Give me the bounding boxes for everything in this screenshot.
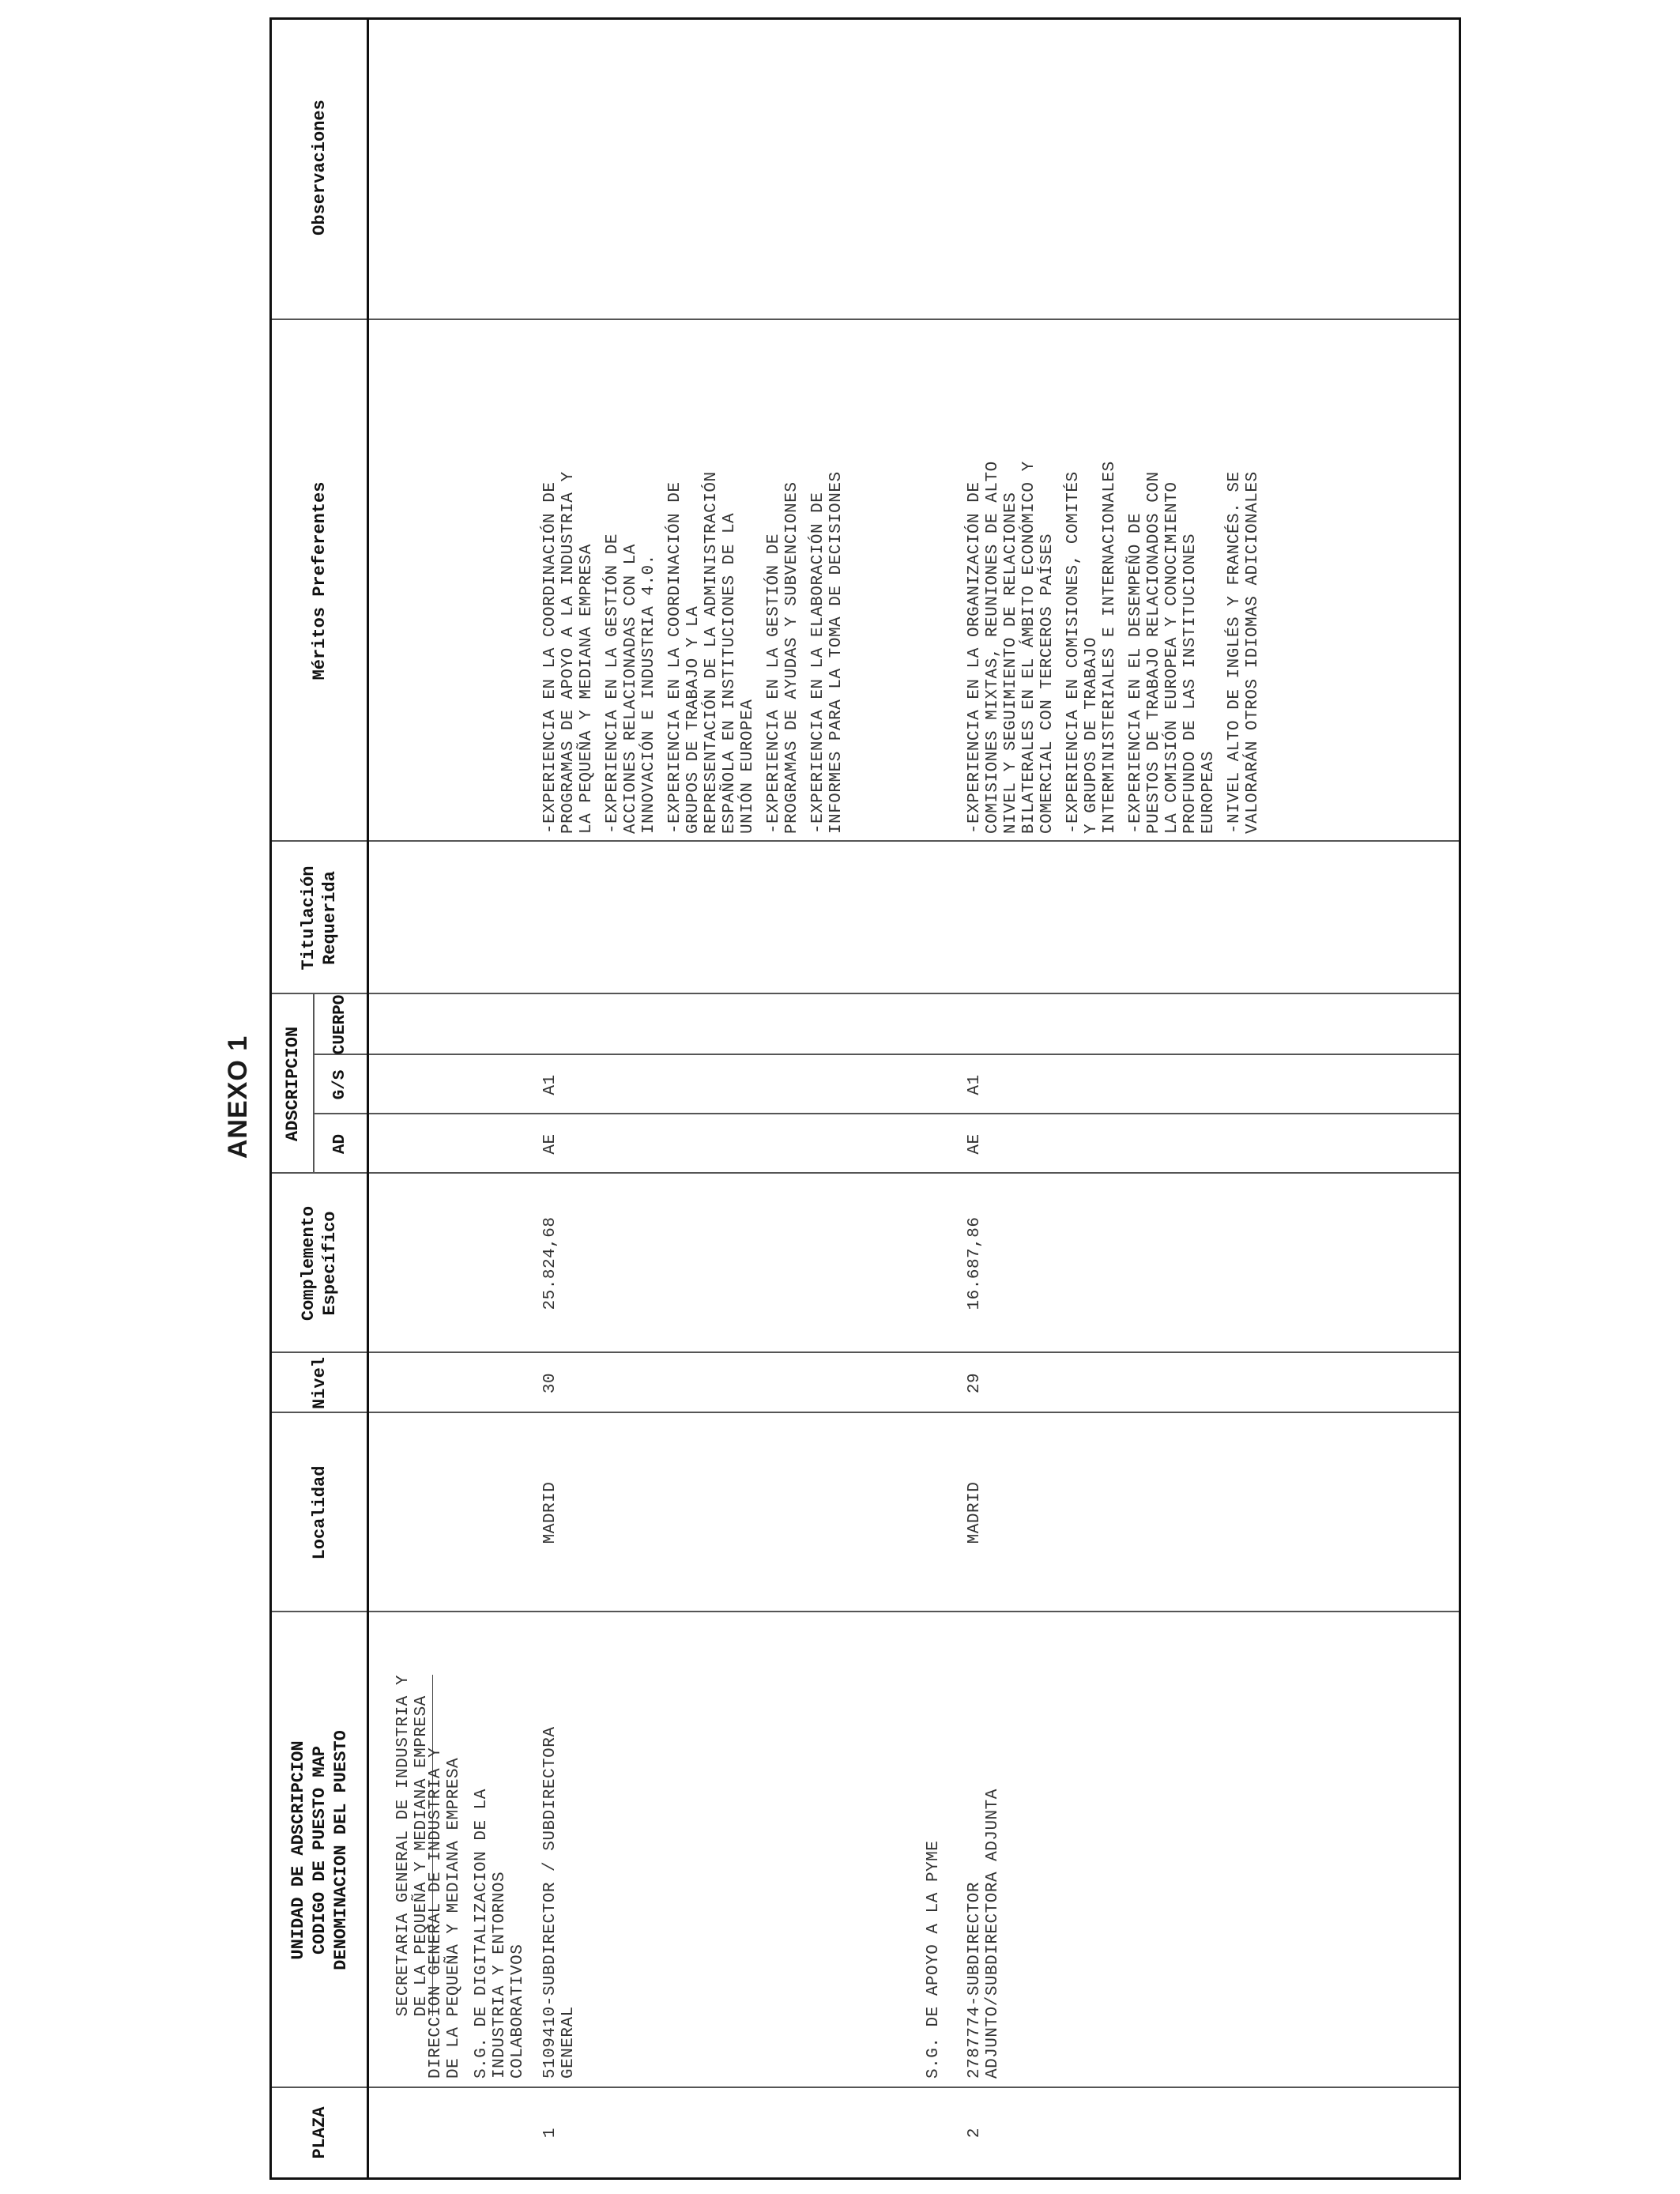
merit-line: -EXPERIENCIA EN LA GESTIÓN DE (604, 533, 622, 834)
header-localidad: Localidad (309, 1465, 330, 1560)
merit-line: PROGRAMAS DE AYUDAS Y SUBVENCIONES (783, 481, 801, 834)
merit-line: -NIVEL ALTO DE INGLÉS Y FRANCÉS. SE (1226, 471, 1244, 834)
merit-line: COMISIONES MIXTAS, REUNIONES DE ALTO (984, 461, 1002, 834)
merit-line: -EXPERIENCIA EN LA ORGANIZACIÓN DE (966, 481, 984, 834)
merit-line: -EXPERIENCIA EN LA COORDINACIÓN DE (666, 481, 684, 834)
unit-line: DE LA PEQUEÑA Y MEDIANA EMPRESA (412, 1695, 431, 2017)
merit-line: VALORARÁN OTROS IDIOMAS ADICIONALES (1244, 471, 1262, 834)
row1-ad: AE (541, 1133, 559, 1155)
merit-line: -EXPERIENCIA EN LA GESTIÓN DE (765, 533, 783, 834)
header-meritos: Méritos Preferentes (309, 481, 330, 680)
unit-line: DE LA PEQUEÑA Y MEDIANA EMPRESA (445, 1757, 463, 2079)
row1-complemento: 25.824,68 (541, 1216, 559, 1310)
row2-localidad: MADRID (966, 1481, 984, 1544)
header-complemento-line: Complemento (299, 1205, 318, 1321)
header-titulacion-line: Titulación (299, 865, 318, 971)
merit-line: PROFUNDO DE LAS INSTITUCIONES (1181, 533, 1200, 834)
unit-direccion (427, 1747, 463, 2079)
header-unidad-line: CODIGO DE PUESTO MAP (309, 1745, 330, 1955)
merit-line: -EXPERIENCIA EN LA COORDINACIÓN DE (541, 481, 559, 834)
merit-line: LA PEQUEÑA Y MEDIANA EMPRESA (578, 544, 596, 834)
row1-puesto (541, 1727, 578, 2079)
header-unidad-line: UNIDAD DE ADSCRIPCION (288, 1740, 308, 1960)
puesto-line: ADJUNTO/SUBDIRECTORA ADJUNTA (984, 1789, 1002, 2079)
positions-table (269, 17, 1461, 2180)
unit-line: DIRECCION GENERAL DE INDUSTRIA Y (427, 1747, 445, 2079)
col-divider (272, 1412, 1459, 1413)
merit-line: INNOVACIÓN E INDUSTRIA 4.0. (640, 554, 658, 834)
header-unidad (272, 1612, 367, 2088)
row2-plaza: 2 (966, 2127, 984, 2139)
merit-line: ACCIONES RELACIONADAS CON LA (622, 544, 640, 834)
row2-nivel: 29 (966, 1372, 984, 1394)
merit-line: -EXPERIENCIA EN EL DESEMPEÑO DE (1127, 512, 1145, 834)
unit-line: SECRETARIA GENERAL DE INDUSTRIA Y (394, 1675, 412, 2017)
col-divider (272, 993, 1459, 994)
row2-puesto (966, 1789, 1002, 2079)
col-divider (272, 840, 1459, 842)
puesto-line: GENERAL (559, 2006, 578, 2079)
puesto-line: 2787774-SUBDIRECTOR (966, 1882, 984, 2079)
col-divider (272, 1611, 1459, 1612)
merit-line: COMERCIAL CON TERCEROS PAÍSES (1038, 533, 1057, 834)
header-unidad-line: DENOMINACION DEL PUESTO (330, 1730, 351, 1970)
merit-line: ESPAÑOLA EN INSTITUCIONES DE LA (721, 512, 739, 834)
merit-line: UNIÓN EUROPEA (739, 699, 757, 834)
merit-line: EUROPEAS (1200, 751, 1218, 834)
header-titulacion-line: Requerida (320, 871, 340, 965)
unit-sg-pyme: S.G. DE APOYO A LA PYME (925, 1840, 943, 2079)
col-divider (272, 2087, 1459, 2088)
row1-nivel: 30 (541, 1372, 559, 1394)
header-complemento-line: Específico (320, 1211, 340, 1316)
header-nivel: Nivel (309, 1357, 330, 1410)
header-gs: G/S (330, 1069, 349, 1100)
header-adscripcion: ADSCRIPCION (282, 1026, 303, 1142)
unit-line: COLABORATIVOS (509, 1943, 527, 2079)
puesto-line: 5109410-SUBDIRECTOR / SUBDIRECTORA (541, 1726, 559, 2079)
row1-meritos (541, 471, 846, 834)
row1-gs: A1 (541, 1074, 559, 1095)
header-ad: AD (330, 1133, 349, 1155)
row2-ad: AE (966, 1133, 984, 1155)
merit-line: Y GRUPOS DE TRABAJO (1083, 637, 1101, 834)
header-bottom-rule (367, 20, 369, 2177)
col-divider (272, 1172, 1459, 1174)
col-divider (313, 1113, 1459, 1114)
unit-sg-digitalizacion (473, 1789, 527, 2079)
document-title: ANEXO 1 (223, 1035, 253, 1159)
merit-line: PROGRAMAS DE APOYO A LA INDUSTRIA Y (559, 471, 578, 834)
merit-line: NIVEL Y SEGUIMIENTO DE RELACIONES (1002, 492, 1020, 834)
row2-complemento: 16.687,86 (966, 1216, 984, 1310)
header-plaza: PLAZA (309, 2106, 330, 2159)
merit-line: BILATERALES EN EL ÁMBITO ECONÓMICO Y (1020, 461, 1038, 834)
row2-gs: A1 (966, 1074, 984, 1095)
row1-plaza: 1 (541, 2127, 559, 2139)
col-divider (313, 1054, 1459, 1055)
header-cuerpo: CUERPO (330, 994, 349, 1055)
merit-line: INFORMES PARA LA TOMA DE DECISIONES (827, 471, 846, 834)
merit-line: -EXPERIENCIA EN LA ELABORACIÓN DE (809, 492, 827, 834)
unit-line: S.G. DE DIGITALIZACION DE LA (473, 1789, 491, 2079)
row1-localidad: MADRID (541, 1481, 559, 1544)
merit-line: REPRESENTACIÓN DE LA ADMINISTRACIÓN (703, 471, 721, 834)
row2-meritos (966, 461, 1262, 834)
merit-line: INTERMINISTERIALES E INTERNACIONALES (1101, 461, 1119, 834)
merit-line: PUESTOS DE TRABAJO RELACIONADOS CON (1145, 471, 1163, 834)
merit-line: GRUPOS DE TRABAJO Y LA (684, 605, 703, 834)
col-divider (272, 319, 1459, 320)
merit-line: -EXPERIENCIA EN COMISIONES, COMITÉS (1064, 471, 1083, 834)
merit-line: LA COMISIÓN EUROPEA Y CONOCIMIENTO (1163, 481, 1181, 834)
header-observaciones: Observaciones (309, 100, 330, 236)
header-complemento (272, 1174, 367, 1353)
header-titulacion (272, 842, 367, 994)
col-divider (272, 1351, 1459, 1353)
unit-line: INDUSTRIA Y ENTORNOS (491, 1871, 509, 2079)
